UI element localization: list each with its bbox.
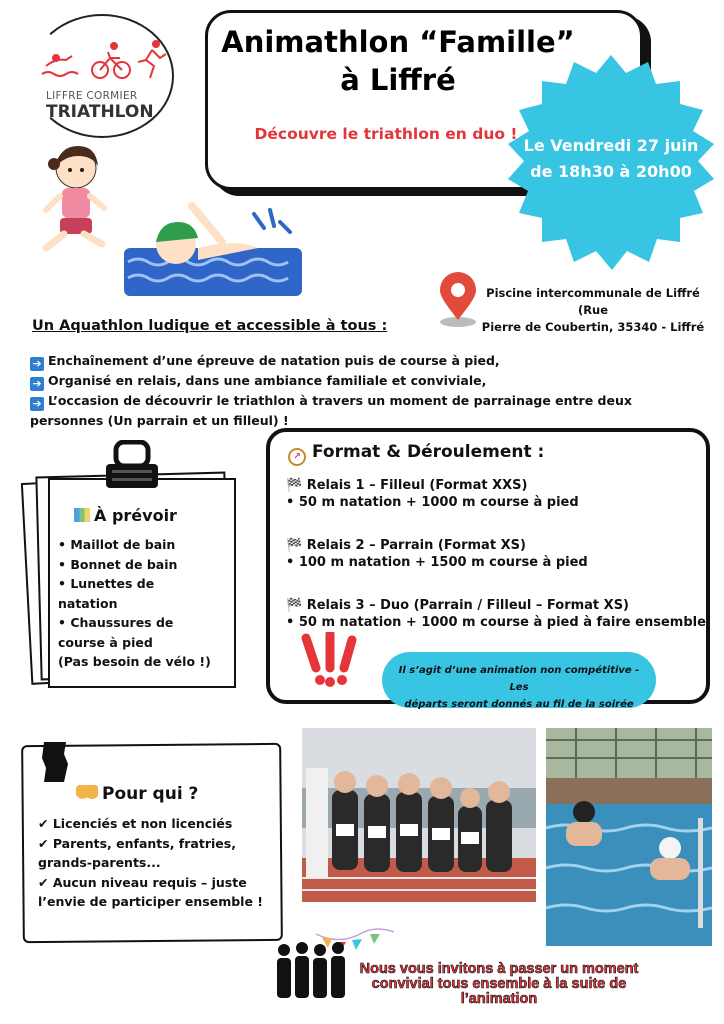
swim-icon — [42, 55, 78, 76]
who-item: grands-parents... — [38, 855, 161, 870]
relay-1-title-text: Relais 1 – Filleul (Format XXS) — [306, 478, 528, 493]
who-item: ✔ Licenciés et non licenciés — [38, 816, 233, 831]
footer-invitation — [338, 962, 660, 1007]
checkered-flag-icon: 🏁 — [286, 538, 303, 553]
prevoir-item: • Chaussures de — [58, 615, 174, 630]
prevoir-list — [58, 535, 234, 672]
intro-item — [30, 391, 670, 411]
checkered-flag-icon: 🏁 — [286, 478, 303, 493]
relay-3 — [286, 598, 706, 630]
relay-1-title — [286, 478, 579, 493]
prevoir-item: • Bonnet de bain — [58, 556, 178, 572]
prevoir-title: À prévoir — [94, 506, 177, 525]
kids-group-photo — [302, 728, 536, 902]
exclamation-icon — [298, 632, 360, 690]
intro-item — [30, 351, 670, 371]
location-line2: Pierre de Coubertin, 35340 - Liffré — [481, 320, 705, 334]
triathlon-pictograms — [38, 36, 170, 86]
who-item: ✔ Aucun niveau requis – juste — [38, 874, 247, 890]
prevoir-item: course à pied — [58, 634, 153, 650]
logo-text-line2: TRIATHLON — [46, 102, 154, 122]
date-line1: Le Vendredi 27 juin — [523, 136, 699, 155]
who-heading — [76, 784, 198, 804]
arrow-right-icon: ➔ — [30, 397, 44, 411]
notice-pill — [382, 652, 656, 708]
footer-line2: convivial tous ensemble à la suite de — [371, 976, 627, 992]
intro-list — [30, 351, 670, 431]
relay-2-title-text: Relais 2 – Parrain (Format XS) — [306, 538, 526, 553]
prevoir-heading — [74, 506, 177, 525]
people-icon — [76, 785, 98, 801]
relay-1-detail: • 50 m natation + 1000 m course à pied — [286, 495, 579, 510]
format-heading — [288, 442, 544, 466]
relay-2-title — [286, 538, 588, 553]
intro-item-text: Enchaînement d’une épreuve de natation puis de course à pied, — [48, 353, 500, 368]
prevoir-item: natation — [58, 595, 118, 611]
title-line1: Animathlon “Famille” — [221, 25, 575, 59]
pool-photo-drawing — [546, 728, 712, 946]
intro-item-text: L’occasion de découvrir le triathlon à travers un moment de parrainage entre deux — [48, 393, 632, 408]
swimmer-illustration — [122, 202, 310, 302]
page-subtitle: Découvre le triathlon en duo ! — [254, 125, 518, 143]
relay-1 — [286, 478, 579, 510]
relay-2 — [286, 538, 588, 570]
prevoir-item: • Lunettes de — [58, 576, 155, 591]
logo-text-line1: LIFFRE CORMIER — [46, 90, 138, 102]
notice-text — [390, 662, 648, 713]
kids-group-photo-drawing — [302, 728, 536, 902]
location-address — [474, 285, 712, 336]
relay-2-detail: • 100 m natation + 1500 m course à pied — [286, 555, 588, 570]
who-list — [38, 814, 274, 912]
who-item: ✔ Parents, enfants, fratries, — [38, 835, 236, 851]
notice-line1: Il s’agit d’une animation non compétitive - Les — [398, 665, 640, 693]
date-text — [500, 133, 722, 185]
run-icon — [138, 41, 166, 78]
arrow-right-icon: ➔ — [30, 377, 44, 391]
clipboard-clip-icon — [104, 440, 160, 492]
compass-icon: ↗ — [288, 448, 306, 466]
footer-line1: Nous vous invitons à passer un moment — [359, 961, 639, 977]
pool-photo — [546, 728, 712, 946]
location-line1: Piscine intercommunale de Liffré (Rue — [486, 286, 700, 317]
club-logo — [30, 14, 174, 138]
arrow-right-icon: ➔ — [30, 357, 44, 371]
relay-3-title-text: Relais 3 – Duo (Parrain / Filleul – Format XS) — [306, 598, 630, 613]
relay-3-title — [286, 598, 706, 613]
map-icon — [74, 508, 90, 522]
tape-icon — [40, 740, 70, 784]
format-title: Format & Déroulement : — [312, 442, 545, 462]
prevoir-item: (Pas besoin de vélo !) — [58, 654, 211, 669]
footer-line3: l’animation — [460, 991, 538, 1007]
who-title: Pour qui ? — [102, 784, 199, 804]
intro-item-text: Organisé en relais, dans une ambiance familiale et conviviale, — [48, 373, 487, 388]
date-line2: de 18h30 à 20h00 — [530, 162, 692, 181]
checkered-flag-icon: 🏁 — [286, 598, 303, 613]
date-badge — [500, 55, 722, 277]
prevoir-item: • Maillot de bain — [58, 537, 176, 552]
intro-item — [30, 371, 670, 391]
bike-icon — [92, 43, 130, 78]
who-item: l’envie de participer ensemble ! — [38, 894, 263, 909]
relay-3-detail: • 50 m natation + 1000 m course à pied à faire ensemble — [286, 615, 706, 630]
intro-item-continuation: personnes (Un parrain et un filleul) ! — [30, 413, 289, 428]
notice-line2: départs seront donnés au fil de la soirée — [404, 699, 634, 710]
running-girl-illustration — [30, 140, 120, 260]
intro-heading: Un Aquathlon ludique et accessible à tous : — [32, 318, 388, 334]
title-line2: à Liffré — [340, 63, 456, 97]
